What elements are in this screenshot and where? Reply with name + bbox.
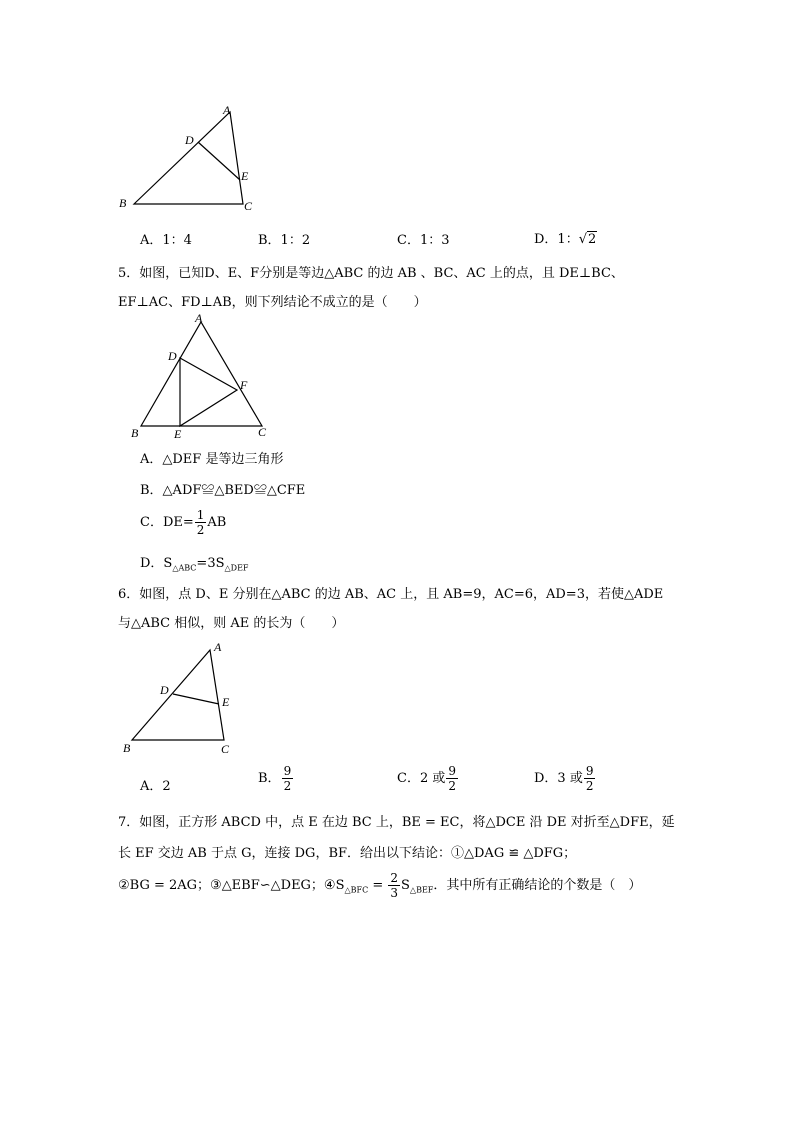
fraction-den: 3	[390, 886, 399, 900]
q7-line3-conclusions: ②BG = 2AG；③△EBF∽△DEG；④S	[118, 878, 345, 893]
q6-option-b	[258, 765, 294, 792]
fraction-num: 9	[585, 764, 594, 778]
q4-option-a: A．1：4	[140, 233, 192, 248]
q6-label-b: B	[123, 741, 131, 755]
q5-triangle-abc	[141, 322, 262, 426]
q4-label-a: A	[223, 103, 231, 117]
q4-option-b: B．1：2	[258, 233, 311, 248]
q6-option-d-prefix: D．3 或	[534, 771, 583, 786]
q4-option-d	[534, 228, 597, 247]
q6-option-d	[534, 765, 596, 792]
q4-option-c: C．1：3	[397, 233, 450, 248]
q6-option-b-prefix: B．	[258, 771, 281, 786]
q7-line3-eq: =	[368, 878, 388, 893]
q5-option-b: B．△ADF≌△BED≌△CFE	[140, 483, 306, 498]
q4-option-d-prefix: D．1：	[534, 232, 579, 247]
q5-triangle-figure	[124, 310, 284, 445]
fraction-num: 1	[196, 508, 205, 522]
q4-triangle-figure	[110, 100, 270, 220]
q7-line3-sub1: △BFC	[344, 885, 369, 895]
q5-label-a: A	[195, 311, 203, 325]
q6-option-a: A．2	[140, 779, 171, 794]
q5-option-c	[140, 509, 226, 536]
fraction-num: 9	[283, 764, 292, 778]
q5-option-a: A．△DEF 是等边三角形	[140, 452, 284, 467]
q4-option-d-radicand: 2	[588, 232, 597, 247]
q4-triangle-abc	[134, 112, 243, 204]
sqrt-symbol: √2	[578, 232, 597, 247]
q5-option-c-prefix: C．DE=	[140, 515, 194, 530]
q6-triangle-figure	[112, 636, 252, 756]
q5-label-f: F	[240, 378, 248, 392]
q5-option-d-sub1: △ABC	[172, 563, 197, 573]
q6-label-d: D	[160, 683, 169, 697]
q6-question-line2: 与△ABC 相似，则 AE 的长为（ ）	[118, 616, 345, 631]
q6-segment-de	[173, 694, 219, 704]
q5-option-d	[140, 552, 248, 573]
fraction-two-thirds	[388, 872, 400, 899]
fraction-nine-halves	[446, 765, 458, 792]
fraction-den: 2	[196, 523, 205, 537]
q6-label-a: A	[214, 640, 222, 654]
q5-option-d-sub2: △DEF	[224, 563, 249, 573]
q5-question-line2: EF⊥AC、FD⊥AB，则下列结论不成立的是（ ）	[118, 295, 427, 310]
q7-line3-sub2: △BEF	[409, 885, 434, 895]
q4-label-d: D	[185, 133, 194, 147]
q6-option-c-prefix: C．2 或	[397, 771, 446, 786]
q4-label-c: C	[244, 199, 253, 213]
q5-option-d-mid: =3S	[196, 556, 225, 571]
q5-label-d: D	[168, 349, 177, 363]
fraction-num: 9	[448, 764, 456, 778]
q6-label-c: C	[221, 742, 230, 756]
fraction-den: 2	[585, 779, 594, 793]
q5-option-d-prefix: D．S	[140, 556, 173, 571]
q6-label-e: E	[222, 695, 230, 709]
fraction-nine-halves	[584, 765, 596, 792]
q5-label-b: B	[131, 426, 139, 440]
q7-line3-tail: ．其中所有正确结论的个数是（ ）	[433, 878, 642, 893]
q7-line3-s: S	[401, 878, 410, 893]
q5-label-c: C	[258, 425, 267, 439]
q7-question-line1: 7．如图，正方形 ABCD 中，点 E 在边 BC 上，BE = EC，将△DCE 沿 DE 对折至△DFE，延	[118, 815, 675, 830]
q6-option-c	[397, 765, 459, 792]
q4-label-e: E	[241, 169, 249, 183]
fraction-den: 2	[283, 779, 292, 793]
q5-label-e: E	[174, 427, 182, 441]
q7-question-line2: 长 EF 交边 AB 于点 G，连接 DG，BF．给出以下结论：①△DAG ≌ △DFG；	[118, 846, 577, 861]
q7-question-line3	[118, 872, 641, 899]
fraction-num: 2	[390, 871, 399, 885]
q4-segment-de	[198, 142, 240, 180]
q4-label-b: B	[119, 196, 127, 210]
q5-option-c-suffix: AB	[207, 515, 227, 530]
q6-question-line1: 6．如图，点 D、E 分别在△ABC 的边 AB、AC 上，且 AB=9，AC=6，AD=3，若使△ADE	[118, 587, 664, 602]
fraction-nine-halves	[282, 765, 294, 792]
q5-question-line1: 5．如图，已知D、E、F分别是等边△ABC 的边 AB 、BC、AC 上的点，且 DE⊥BC、	[118, 266, 624, 281]
fraction-one-half	[195, 509, 207, 536]
fraction-den: 2	[448, 779, 456, 793]
